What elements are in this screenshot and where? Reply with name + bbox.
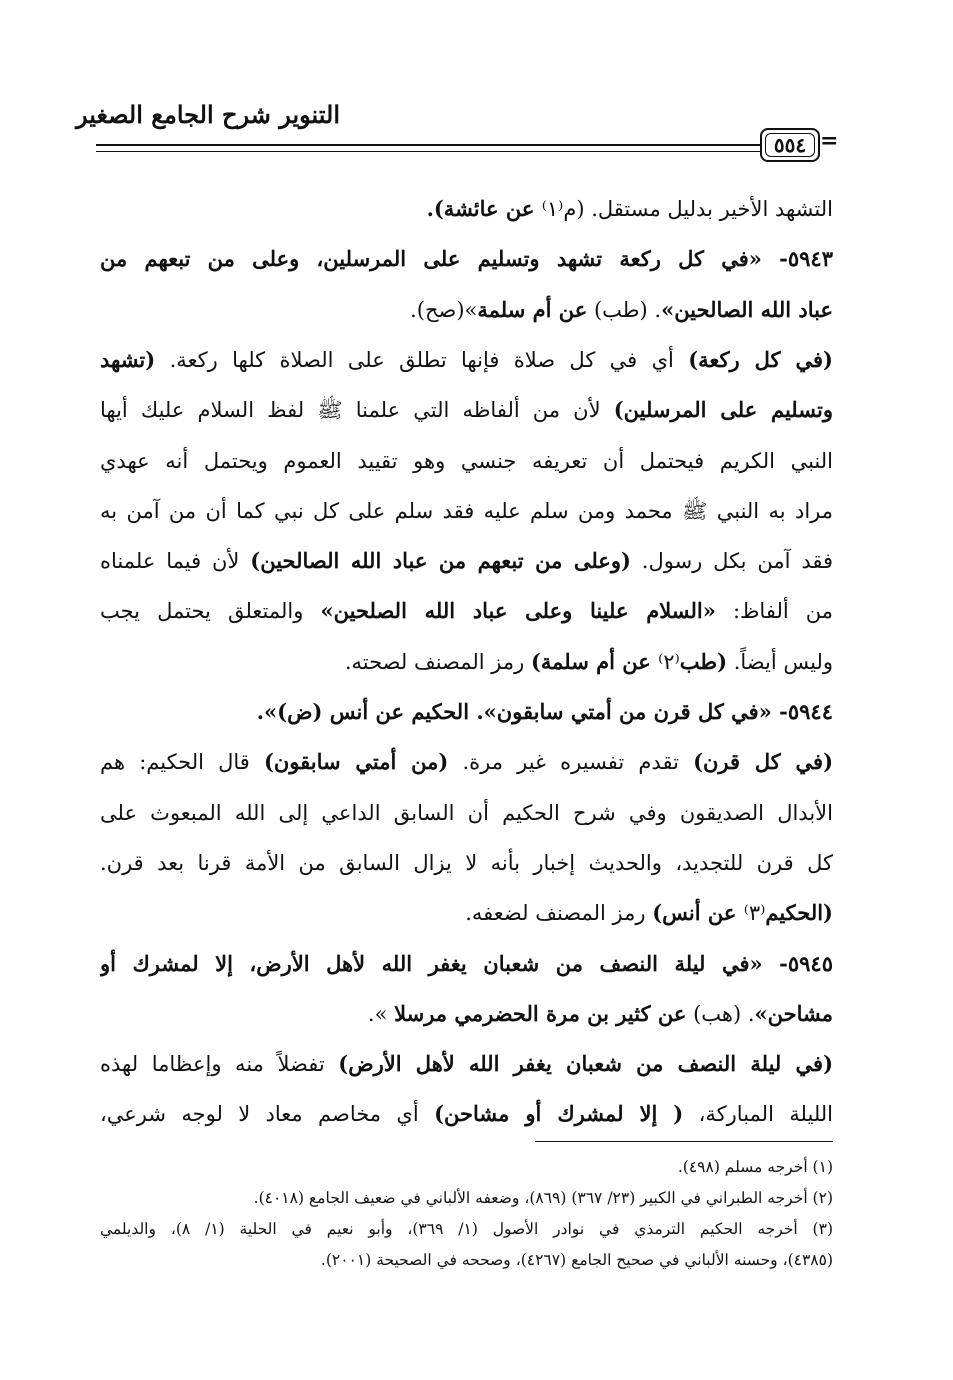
text-segment: النبي الكريم فيحتمل أن تعريفه جنسي وهو تقييد العموم ويحتمل أنه عهدي <box>100 448 833 473</box>
footnote-line: (٢) أخرجه الطبراني في الكبير (٢٣/ ٣٦٧) (٨٦٩)، وضعفه الألباني في ضعيف الجامع (٤٠١٨). <box>253 1189 833 1207</box>
text-line <box>100 586 833 636</box>
bold-text: عن أنس) <box>652 900 744 926</box>
bold-text: عن أم سلمة <box>477 296 588 322</box>
text-segment: ⁽٣⁾ <box>743 901 766 926</box>
text-line <box>100 486 833 536</box>
footnote-line: (٤٣٨٥)، وحسنه الألباني في صحيح الجامع (٤٢٦٧)، وصححه في الصحيحة (٢٠٠١). <box>320 1251 833 1269</box>
text-line <box>100 536 833 586</box>
text-segment: لأن من ألفاظه التي علمنا ﷺ لفظ السلام عليك أيها <box>100 398 614 423</box>
bold-text: عن أم سلمة) <box>530 648 659 674</box>
text-line <box>100 687 833 737</box>
text-segment: رمز المصنف لصحته. <box>344 649 531 674</box>
bold-text: (الحكيم <box>765 900 833 926</box>
text-line <box>100 234 833 284</box>
bold-text: (في ليلة النصف من شعبان يغفر الله لأهل الأرض) <box>338 1051 833 1077</box>
bold-text: ٥٩٤٥- «في ليلة النصف من شعبان يغفر الله لأهل الأرض، إلا لمشرك أو <box>100 950 833 976</box>
bold-text: (وعلى من تبعهم من عباد الله الصالحين) <box>250 548 631 574</box>
bold-text: عباد الله الصالحين» <box>661 296 833 322</box>
text-segment: الأبدال الصديقون وفي شرح الحكيم أن السابق الداعي إلى الله المبعوث على <box>100 800 833 825</box>
bold-text: عن عائشة). <box>426 196 542 221</box>
text-line <box>100 939 833 989</box>
text-segment: التشهد الأخير بدليل مستقل. (م <box>563 197 833 221</box>
bold-text: (في كل قرن) <box>693 749 833 775</box>
text-segment: قال الحكيم: هم <box>100 750 264 775</box>
footnote-line: (١) أخرجه مسلم (٤٩٨). <box>677 1158 833 1176</box>
text-segment: . (هب) <box>686 1001 755 1026</box>
bold-text: ( إلا لمشرك أو مشاحن) <box>434 1101 684 1127</box>
text-segment: وليس أيضاً. <box>727 649 833 674</box>
bold-text: (من أمتي سابقون) <box>263 749 449 775</box>
text-line <box>100 184 833 234</box>
bold-text: ٥٩٤٣- «في كل ركعة تشهد وتسليم على المرسلين، وعلى من تبعهم من <box>100 246 833 272</box>
text-line <box>100 637 833 687</box>
text-segment: ». <box>367 1001 395 1026</box>
header-rule <box>96 144 761 146</box>
text-line <box>100 285 833 335</box>
running-title: التنوير شرح الجامع الصغير <box>76 100 340 129</box>
text-segment: ⁽١⁾ <box>541 197 564 221</box>
text-line <box>100 335 833 385</box>
bold-text: (في كل ركعة) <box>688 346 833 372</box>
text-line <box>100 1089 833 1139</box>
bold-text: (تشهد <box>100 346 156 372</box>
text-line <box>100 436 833 486</box>
bold-text: مشاحن» <box>754 1000 833 1026</box>
text-line <box>100 788 833 838</box>
text-segment: ⁽٢⁾ <box>658 649 680 674</box>
page-number-frame <box>760 128 820 162</box>
footnote-line: (٣) أخرجه الحكيم الترمذي في نوادر الأصول (١/ ٣٦٩)، وأبو نعيم في الحلية (١/ ٨)، والديلمي <box>100 1220 833 1238</box>
text-segment: والمتعلق يحتمل يجب <box>100 599 321 624</box>
header-rule-thin <box>96 151 761 152</box>
text-segment: رمز المصنف لضعفه. <box>465 901 653 926</box>
text-line <box>100 838 833 888</box>
text-segment: لأن فيما علمناه <box>100 549 251 574</box>
text-segment: فقد آمن بكل رسول. <box>630 549 833 574</box>
bold-text: ٥٩٤٤- «في كل قرن من أمتي سابقون». الحكيم عن أنس (ض)». <box>256 699 833 724</box>
text-segment: مراد به النبي ﷺ محمد ومن سلم عليه فقد سلم على كل نبي كما أن من آمن به <box>100 498 833 523</box>
text-segment: تفضلاً منه وإعظاما لهذه <box>100 1052 339 1077</box>
text-segment: من ألفاظ: <box>715 599 833 624</box>
text-line <box>100 385 833 435</box>
bold-text: «السلام علينا وعلى عباد الله الصلحين» <box>320 598 716 624</box>
text-line <box>100 1039 833 1089</box>
page-continuation-mark: = <box>820 128 839 154</box>
text-segment: . (طب) <box>587 297 662 322</box>
footnote-rule <box>535 1141 833 1142</box>
text-line <box>100 737 833 787</box>
text-segment: »(صح). <box>410 297 478 322</box>
text-segment: أي مخاصم معاد لا لوجه شرعي، <box>100 1102 435 1127</box>
bold-text: عن كثير بن مرة الحضرمي مرسلا <box>394 1000 687 1026</box>
bold-text: وتسليم على المرسلين) <box>613 397 833 423</box>
text-segment: كل قرن للتجديد، والحديث إخبار بأنه لا يزال السابق من الأمة قرنا بعد قرن. <box>100 850 833 875</box>
text-segment: أي في كل صلاة فإنها تطلق على الصلاة كلها ركعة. <box>155 347 689 372</box>
page-number: ٥٥٤ <box>773 133 807 157</box>
text-segment: تقدم تفسيره غير مرة. <box>448 750 694 775</box>
text-segment: الليلة المباركة، <box>683 1102 833 1127</box>
text-line <box>100 888 833 938</box>
text-line <box>100 989 833 1039</box>
bold-text: (طب <box>679 648 728 674</box>
